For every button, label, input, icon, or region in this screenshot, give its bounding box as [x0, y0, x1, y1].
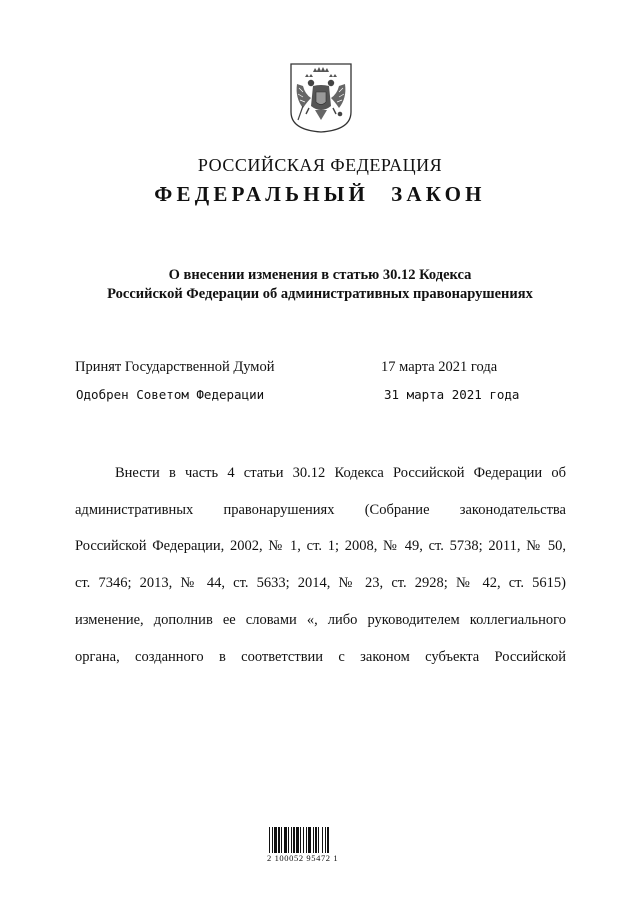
council-approval-label: Одобрен Советом Федерации: [76, 387, 265, 402]
law-title: [60, 266, 580, 304]
duma-adoption-label: Принят Государственной Думой: [75, 359, 275, 375]
body-line: изменение, дополнив ее словами «, либо руководителем коллегиального: [75, 611, 566, 628]
barcode-number: 2 100052 95472 1: [267, 853, 339, 863]
law-body-text: [75, 455, 566, 675]
council-approval-date: 31 марта 2021 года: [384, 387, 520, 402]
law-title-line-2: Российской Федерации об административных правонарушениях: [107, 286, 533, 302]
body-line: ст. 7346; 2013, № 44, ст. 5633; 2014, № 23, ст. 2928; № 42, ст. 5615): [75, 575, 566, 592]
body-line: административных правонарушениях (Собрание законодательства: [75, 501, 566, 518]
barcode-icon: [268, 821, 354, 853]
document-type-word-1: ФЕДЕРАЛЬНЫЙ: [154, 182, 370, 206]
duma-adoption-date: 17 марта 2021 года: [381, 359, 498, 375]
document-type: [0, 182, 640, 207]
law-title-line-1: О внесении изменения в статью 30.12 Кодекса: [168, 267, 472, 283]
russian-coat-of-arms-icon: [289, 62, 353, 134]
body-line: Российской Федерации, 2002, № 1, ст. 1; 2008, № 49, ст. 5738; 2011, № 50,: [75, 538, 566, 555]
body-line: органа, созданного в соответствии с законом субъекта Российской: [75, 648, 566, 665]
document-type-word-2: ЗАКОН: [391, 182, 486, 206]
country-name: РОССИЙСКАЯ ФЕДЕРАЦИЯ: [197, 155, 443, 175]
body-line: Внести в часть 4 статьи 30.12 Кодекса Российской Федерации об: [115, 465, 566, 481]
